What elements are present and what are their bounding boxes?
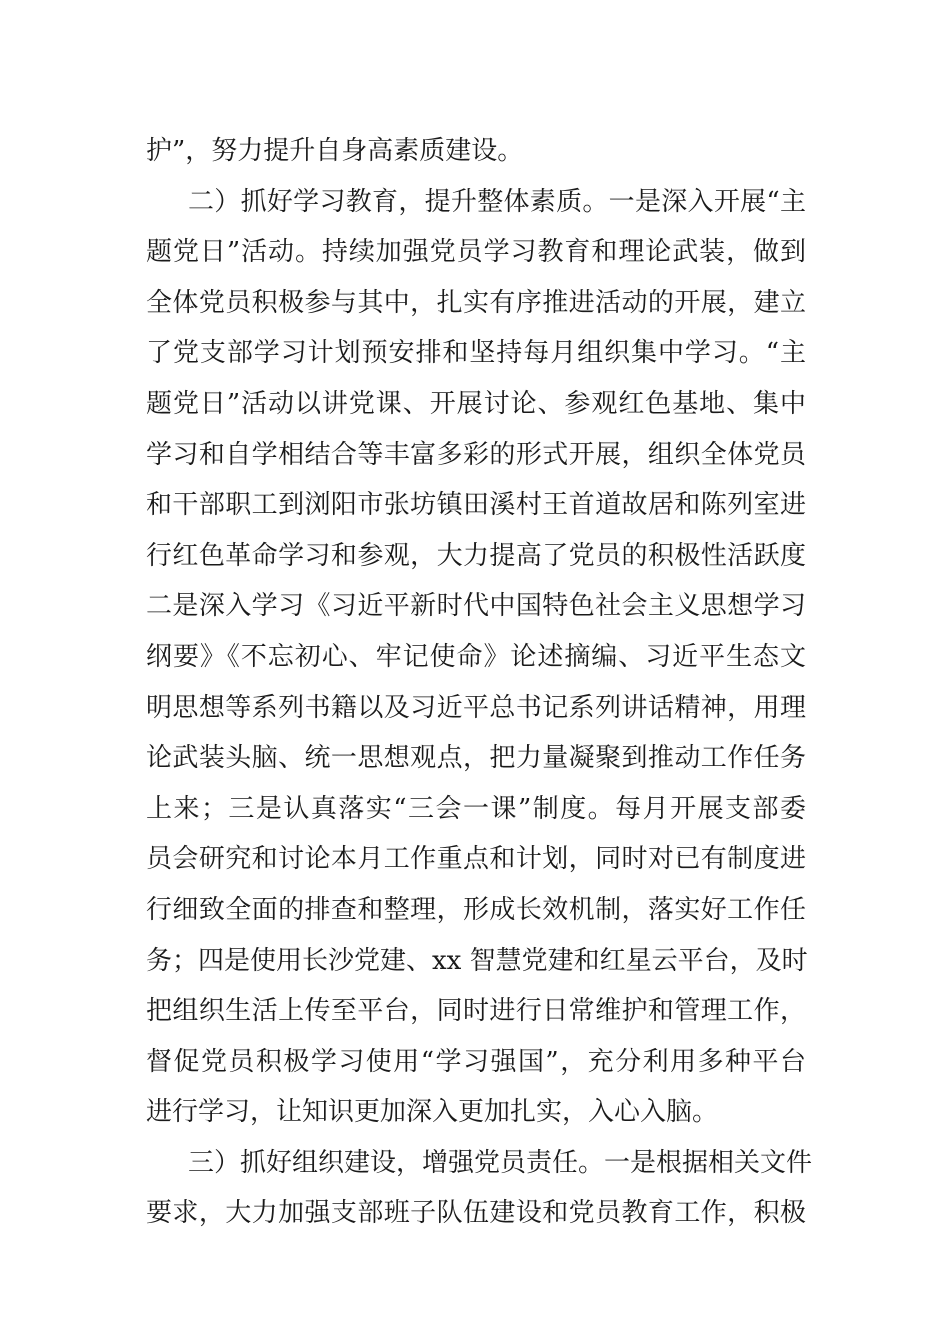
paragraph-first-line: 二）抓好学习教育，提升整体素质。一是深入开展“主 [188, 186, 806, 217]
text-line: 二是深入学习《习近平新时代中国特色社会主义思想学习 [146, 591, 806, 622]
text-line: 护”，努力提升自身高素质建设。 [146, 136, 524, 166]
text-line: 行细致全面的排查和整理，形成长效机制，落实好工作任 [146, 894, 806, 925]
text-line: 题党日”活动。持续加强党员学习教育和理论武装，做到 [146, 237, 806, 268]
text-line: 行红色革命学习和参观，大力提高了党员的积极性活跃度 [146, 540, 806, 571]
text-line: 论武装头脑、统一思想观点，把力量凝聚到推动工作任务 [146, 743, 806, 774]
document-body [146, 126, 813, 1239]
text-line: 督促党员积极学习使用“学习强国”，充分利用多种平台 [146, 1046, 806, 1077]
text-line: 明思想等系列书籍以及习近平总书记系列讲话精神，用理 [146, 692, 806, 723]
text-line: 把组织生活上传至平台，同时进行日常维护和管理工作， [146, 996, 806, 1027]
text-line: 进行学习，让知识更加深入更加扎实，入心入脑。 [146, 1097, 719, 1128]
text-line: 和干部职工到浏阳市张坊镇田溪村王首道故居和陈列室进 [146, 490, 806, 521]
text-line: 务；四是使用长沙党建、xx 智慧党建和红星云平台，及时 [146, 945, 808, 976]
text-line: 纲要》《不忘初心、牢记使命》论述摘编、习近平生态文 [146, 641, 806, 672]
text-line: 上来；三是认真落实“三会一课”制度。每月开展支部委 [146, 793, 806, 824]
text-line: 全体党员积极参与其中，扎实有序推进活动的开展，建立 [146, 287, 806, 318]
text-line: 学习和自学相结合等丰富多彩的形式开展，组织全体党员 [146, 439, 806, 470]
text-line: 要求，大力加强支部班子队伍建设和党员教育工作，积极 [146, 1198, 806, 1229]
text-line: 题党日”活动以讲党课、开展讨论、参观红色基地、集中 [146, 388, 806, 419]
text-line: 员会研究和讨论本月工作重点和计划，同时对已有制度进 [146, 844, 806, 875]
paragraph-first-line: 三）抓好组织建设，增强党员责任。一是根据相关文件 [188, 1147, 813, 1178]
text-line: 了党支部学习计划预安排和坚持每月组织集中学习。“主 [146, 338, 806, 369]
